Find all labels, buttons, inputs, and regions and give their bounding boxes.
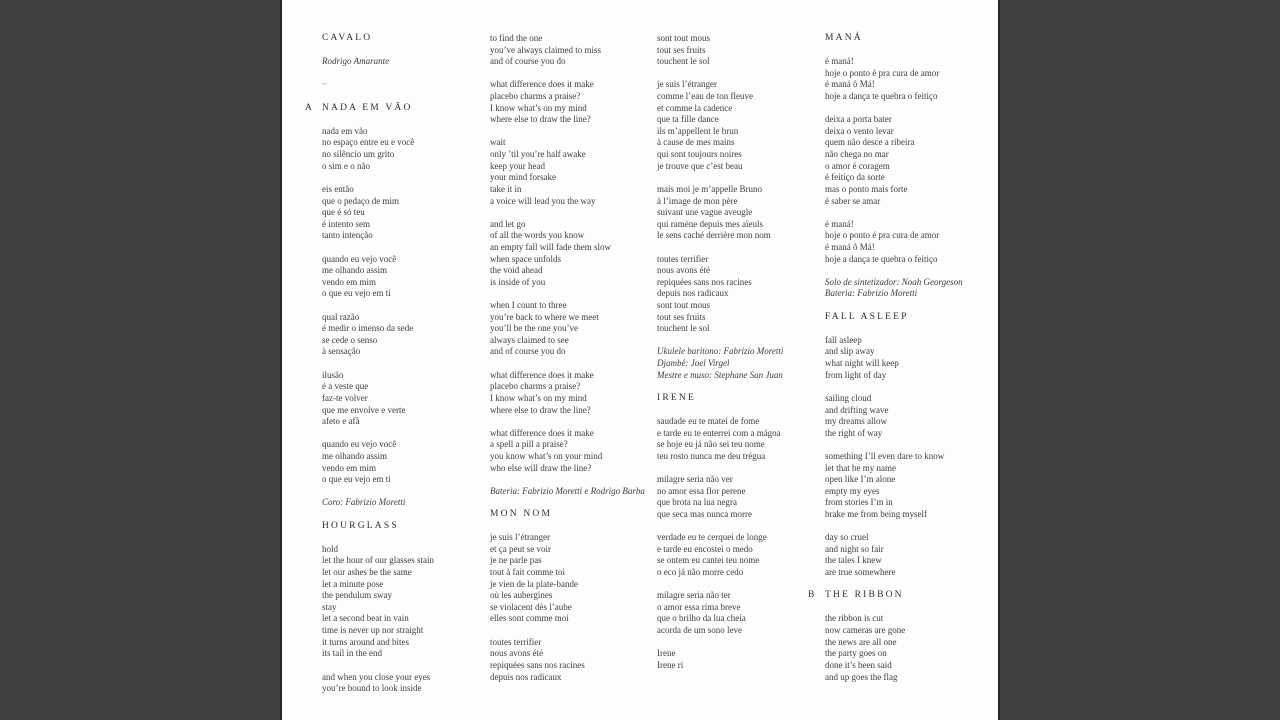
lyric-line: que o pedaço de mim xyxy=(322,195,399,206)
lyric-line: ils m’appellent le brun xyxy=(657,125,739,136)
lyric-line: a voice will lead you the way xyxy=(490,195,596,206)
lyric-line: repiquées sans nos racines xyxy=(490,659,585,670)
stanza xyxy=(825,219,963,265)
stanza xyxy=(490,137,645,207)
lyric-line: que é só teu xyxy=(322,207,365,218)
lyric-line: que me envolve e verte xyxy=(322,404,406,415)
stanza xyxy=(490,637,645,683)
song-heading xyxy=(322,521,434,533)
lyric-line: nous avons été xyxy=(490,648,543,659)
stanza xyxy=(322,312,434,358)
ornament-glyph: ~ xyxy=(322,79,327,90)
stanza xyxy=(825,451,963,521)
lyric-line: é medir o imenso da sede xyxy=(322,323,414,334)
song-title: MON NOM xyxy=(490,508,553,519)
lyric-line: vendo em mim xyxy=(322,462,376,473)
stanza xyxy=(657,184,783,242)
lyrics-column-1 xyxy=(305,33,434,695)
lyric-line: what difference does it make xyxy=(490,427,594,438)
lyric-line: and up goes the flag xyxy=(825,671,898,682)
stanza xyxy=(322,439,434,485)
lyric-line: repiquées sans nos racines xyxy=(657,276,752,287)
stanza xyxy=(657,590,783,636)
lyric-line: no amor essa flor perene xyxy=(657,485,746,496)
lyric-line: à cause de mes mains xyxy=(657,137,735,148)
stanza xyxy=(657,254,783,335)
lyric-line: à l’image de mon père xyxy=(657,195,738,206)
stanza xyxy=(657,79,783,172)
credits-block xyxy=(657,346,783,381)
lyric-line: o amor é coragem xyxy=(825,160,890,171)
lyrics-column-3 xyxy=(657,33,783,672)
lyric-line: hoje o ponto é pra cura de amor xyxy=(825,230,940,241)
lyric-line: no silêncio um grito xyxy=(322,149,395,160)
lyric-line: done it’s been said xyxy=(825,659,892,670)
lyric-line: o amor essa rima breve xyxy=(657,601,741,612)
lyric-line: vendo em mim xyxy=(322,276,376,287)
lyric-line: é feitiço da sorte xyxy=(825,172,885,183)
lyric-line: what night will keep xyxy=(825,358,899,369)
stanza xyxy=(322,126,434,172)
lyrics-column-4 xyxy=(808,33,963,683)
song-title: HOURGLASS xyxy=(322,520,399,531)
lyric-line: and night so fair xyxy=(825,543,884,554)
lyric-line: tanto intenção xyxy=(322,230,373,241)
lyric-line: to find the one xyxy=(490,33,543,43)
credits-block xyxy=(490,486,645,498)
lyric-line: and let go xyxy=(490,218,526,229)
lyric-line: sailing cloud xyxy=(825,392,872,403)
stanza xyxy=(322,672,434,695)
lyric-line: afeto e afã xyxy=(322,416,360,427)
lyric-line: the tales I knew xyxy=(825,555,882,566)
lyric-line: tout à fait comme toi xyxy=(490,567,565,578)
lyric-line: me olhando assim xyxy=(322,265,387,276)
lyric-line: now cameras are gone xyxy=(825,625,906,636)
lyric-line: não chega no mar xyxy=(825,149,889,160)
lyric-line: you’ll be the one you’ve xyxy=(490,323,578,334)
lyric-line: an empty fall will fade them slow xyxy=(490,241,611,252)
lyric-line: o que eu vejo em ti xyxy=(322,288,391,299)
lyric-line: let our ashes be the same xyxy=(322,567,412,578)
lyric-line: when space unfolds xyxy=(490,253,561,264)
song-title: NADA EM VÃO xyxy=(322,102,413,113)
lyrics-column-2 xyxy=(490,33,645,683)
stanza xyxy=(322,184,434,242)
lyric-line: é maná! xyxy=(825,218,854,229)
lyric-line: it turns around and bites xyxy=(322,636,409,647)
stanza xyxy=(490,300,645,358)
lyric-line: from stories I’m in xyxy=(825,497,893,508)
lyric-line: what difference does it make xyxy=(490,79,594,90)
lyric-line: é maná ô Má! xyxy=(825,241,875,252)
lyric-line: toutes terrifier xyxy=(490,636,542,647)
lyric-line: o que eu vejo em ti xyxy=(322,474,391,485)
lyric-line: take it in xyxy=(490,183,522,194)
lyric-line: je ne parle pas xyxy=(490,555,542,566)
lyric-line: the news are all one xyxy=(825,636,897,647)
song-title: THE RIBBON xyxy=(825,590,904,601)
lyric-line: et comme la cadence xyxy=(657,102,733,113)
lyric-line: you know what’s on your mind xyxy=(490,450,603,461)
lyric-line: is inside of you xyxy=(490,276,546,287)
lyric-line: my dreams allow xyxy=(825,416,887,427)
lyric-line: let the hour of our glasses stain xyxy=(322,555,434,566)
stanza xyxy=(322,544,434,660)
lyric-line: its tail in the end xyxy=(322,648,382,659)
lyric-line: depuis nos radicaux xyxy=(490,671,562,682)
lyric-line: acorda de um sono leve xyxy=(657,625,742,636)
lyric-line: qual razão xyxy=(322,311,360,322)
song-heading xyxy=(825,312,963,324)
lyric-line: mais moi je m’appelle Bruno xyxy=(657,183,762,194)
song-title: FALL ASLEEP xyxy=(825,311,909,322)
lyric-line: je vien de la plate-bande xyxy=(490,578,578,589)
lyric-line: a spell a pill a praise? xyxy=(490,439,568,450)
song-heading xyxy=(305,102,434,115)
lyric-line: o eco já não morre cedo xyxy=(657,567,744,578)
lyric-line: hold xyxy=(322,543,339,554)
lyric-line: the pendulum sway xyxy=(322,590,392,601)
album-title xyxy=(322,33,434,45)
lyric-line: day so cruel xyxy=(825,532,869,543)
lyric-line: touchent le sol xyxy=(657,323,710,334)
lyric-line: and slip away xyxy=(825,346,875,357)
side-marker: A xyxy=(305,102,312,113)
lyric-line: the right of way xyxy=(825,427,883,438)
lyric-line: and when you close your eyes xyxy=(322,671,431,682)
lyric-line: always claimed to see xyxy=(490,334,569,345)
credit-line: Bateria: Fabrizio Moretti xyxy=(825,288,918,299)
lyric-line: you’re back to where we meet xyxy=(490,311,599,322)
artist-name-text: Rodrigo Amarante xyxy=(322,56,390,67)
lyric-line: que ta fille dance xyxy=(657,114,719,125)
lyric-line: tout ses fruits xyxy=(657,311,706,322)
lyric-line: brake me from being myself xyxy=(825,508,927,519)
lyric-line: and of course you do xyxy=(490,56,566,67)
lyric-line: que seca mas nunca morre xyxy=(657,508,752,519)
lyric-line: qui sont toujours noires xyxy=(657,149,742,160)
song-heading xyxy=(808,590,963,602)
lyric-line: touchent le sol xyxy=(657,56,710,67)
lyric-line: é maná! xyxy=(825,56,854,67)
lyric-line: que brota na lua negra xyxy=(657,497,737,508)
lyric-line: je suis l’étranger xyxy=(490,532,550,543)
lyric-line: sont tout mous xyxy=(657,300,711,311)
lyric-line: elles sont comme moi xyxy=(490,613,569,624)
liner-notes-page xyxy=(280,0,1000,720)
lyric-line: se hoje eu já não sei teu nome xyxy=(657,439,765,450)
lyric-line: le sens caché derrière mon nom xyxy=(657,230,771,241)
lyric-line: eis então xyxy=(322,183,354,194)
lyric-line: que o brilho da lua cheia xyxy=(657,613,746,624)
lyric-line: are true somewhere xyxy=(825,567,896,578)
lyric-line: me olhando assim xyxy=(322,450,387,461)
stanza xyxy=(490,79,645,125)
credit-line: Mestre e muso: Stephane San Juan xyxy=(657,369,783,380)
lyric-line: hoje a dança te quebra o feitiço xyxy=(825,253,938,264)
lyric-line: et ça peut se voir xyxy=(490,543,551,554)
lyric-line: I know what’s on my mind xyxy=(490,102,587,113)
lyric-line: hoje a dança te quebra o feitiço xyxy=(825,91,938,102)
lyric-line: keep your head xyxy=(490,160,545,171)
lyric-line: qui ramène depuis mes aïeuls xyxy=(657,218,763,229)
credit-line: Ukulele baritono: Fabrizio Moretti xyxy=(657,346,784,357)
lyric-line: depuis nos radicaux xyxy=(657,288,729,299)
stanza xyxy=(657,416,783,462)
credit-line: Solo de sintetizador: Noah Georgeson xyxy=(825,276,963,287)
lyric-line: where else to draw the line? xyxy=(490,404,591,415)
lyric-line: milagre seria não ter xyxy=(657,590,731,601)
lyric-line: where else to draw the line? xyxy=(490,114,591,125)
lyric-line: and drifting wave xyxy=(825,404,889,415)
lyric-line: of all the words you know xyxy=(490,230,585,241)
lyric-line: ilusão xyxy=(322,369,344,380)
section-ornament xyxy=(322,79,434,91)
lyric-line: deixa o vento levar xyxy=(825,125,894,136)
lyric-line: time is never up nor straight xyxy=(322,625,424,636)
credit-line: Djambê: Joel Virgel xyxy=(657,358,730,369)
credits-block xyxy=(322,497,434,509)
lyric-line: saudade eu te matei de fome xyxy=(657,416,760,427)
lyric-line: and of course you do xyxy=(490,346,566,357)
lyric-line: se violacent dès l’aube xyxy=(490,601,572,612)
artist-name xyxy=(322,56,434,68)
lyric-line: open like I’m alone xyxy=(825,474,896,485)
lyric-line: from light of day xyxy=(825,369,887,380)
lyric-line: your mind forsake xyxy=(490,172,556,183)
lyric-line: e tarde eu te enterrei com a mágoa xyxy=(657,427,781,438)
lyric-line: teu rosto nunca me deu trégua xyxy=(657,450,766,461)
stanza xyxy=(657,648,783,671)
letterbox-right xyxy=(1000,0,1280,720)
lyric-line: let that be my name xyxy=(825,462,896,473)
side-marker: B xyxy=(808,590,815,601)
stanza xyxy=(657,532,783,578)
lyric-line: deixa a porta bater xyxy=(825,114,892,125)
lyric-line: verdade eu te cerquei de longe xyxy=(657,532,767,543)
stanza xyxy=(657,474,783,520)
credit-line: Coro: Fabrizio Moretti xyxy=(322,497,406,508)
lyric-line: é maná ô Má! xyxy=(825,79,875,90)
stanza xyxy=(825,393,963,439)
lyric-line: faz-te volver xyxy=(322,392,368,403)
stanza xyxy=(825,56,963,102)
lyric-line: who else will draw the line? xyxy=(490,462,592,473)
lyric-line: Irene ri xyxy=(657,659,684,670)
song-heading xyxy=(490,509,645,521)
stanza xyxy=(490,370,645,416)
lyric-line: the party goes on xyxy=(825,648,887,659)
lyric-line: Irene xyxy=(657,648,676,659)
stanza xyxy=(490,219,645,289)
song-heading xyxy=(825,33,963,45)
stanza xyxy=(322,254,434,300)
stanza xyxy=(825,335,963,381)
credits-block xyxy=(825,277,963,300)
song-heading xyxy=(657,393,783,405)
lyric-line: o sim e o não xyxy=(322,160,370,171)
lyric-line: je suis l’étranger xyxy=(657,79,717,90)
credit-line: Bateria: Fabrizio Moretti e Rodrigo Barba xyxy=(490,485,645,496)
lyric-line: stay xyxy=(322,601,337,612)
stanza xyxy=(490,33,645,68)
lyric-line: when I count to three xyxy=(490,300,567,311)
stanza xyxy=(825,114,963,207)
lyric-line: the ribbon is cut xyxy=(825,613,884,624)
lyric-line: se ontem eu cantei teu nome xyxy=(657,555,760,566)
lyric-line: tout ses fruits xyxy=(657,44,706,55)
album-title-text: CAVALO xyxy=(322,33,373,43)
lyric-line: let a second beat in vain xyxy=(322,613,409,624)
lyric-line: placebo charms a praise? xyxy=(490,91,581,102)
lyric-line: I know what’s on my mind xyxy=(490,392,587,403)
lyric-line: quando eu vejo você xyxy=(322,439,397,450)
lyric-line: nada em vão xyxy=(322,125,368,136)
lyric-line: fall asleep xyxy=(825,334,862,345)
lyric-line: quem não desce a ribeira xyxy=(825,137,915,148)
lyric-line: mas o ponto mais forte xyxy=(825,183,908,194)
lyric-line: milagre seria não ver xyxy=(657,474,733,485)
lyric-line: only ’til you’re half awake xyxy=(490,149,586,160)
stanza xyxy=(657,33,783,68)
letterbox-left xyxy=(0,0,280,720)
stanza xyxy=(490,428,645,474)
lyric-line: se cede o senso xyxy=(322,334,378,345)
lyric-line: placebo charms a praise? xyxy=(490,381,581,392)
lyric-line: no espaço entre eu e você xyxy=(322,137,415,148)
lyric-line: où les aubergines xyxy=(490,590,553,601)
lyric-line: the void ahead xyxy=(490,265,543,276)
stanza xyxy=(490,532,645,625)
lyric-line: à sensação xyxy=(322,346,361,357)
lyric-line: what difference does it make xyxy=(490,369,594,380)
stanza xyxy=(825,532,963,578)
lyric-line: let a minute pose xyxy=(322,578,384,589)
lyric-line: nous avons été xyxy=(657,265,710,276)
lyric-line: toutes terrifier xyxy=(657,253,709,264)
lyric-line: é intento sem xyxy=(322,218,370,229)
song-title: IRENE xyxy=(657,392,696,403)
lyric-line: e tarde eu encostei o medo xyxy=(657,543,753,554)
lyric-line: hoje o ponto é pra cura de amor xyxy=(825,67,940,78)
stanza xyxy=(825,613,963,683)
lyric-line: quando eu vejo você xyxy=(322,253,397,264)
lyric-line: something I’ll even dare to know xyxy=(825,450,945,461)
stanza xyxy=(322,370,434,428)
lyric-line: comme l’eau de ton fleuve xyxy=(657,91,753,102)
song-title: MANÁ xyxy=(825,33,863,43)
lyric-line: empty my eyes xyxy=(825,485,880,496)
lyric-line: sont tout mous xyxy=(657,33,711,43)
lyric-line: suivant une vague aveugle xyxy=(657,207,753,218)
lyric-line: je trouve que c’est beau xyxy=(657,160,743,171)
lyric-line: you’ve always claimed to miss xyxy=(490,44,601,55)
lyric-line: é saber se amar xyxy=(825,195,881,206)
lyric-line: you’re bound to look inside xyxy=(322,683,422,694)
lyric-line: é a veste que xyxy=(322,381,369,392)
lyric-line: wait xyxy=(490,137,506,148)
